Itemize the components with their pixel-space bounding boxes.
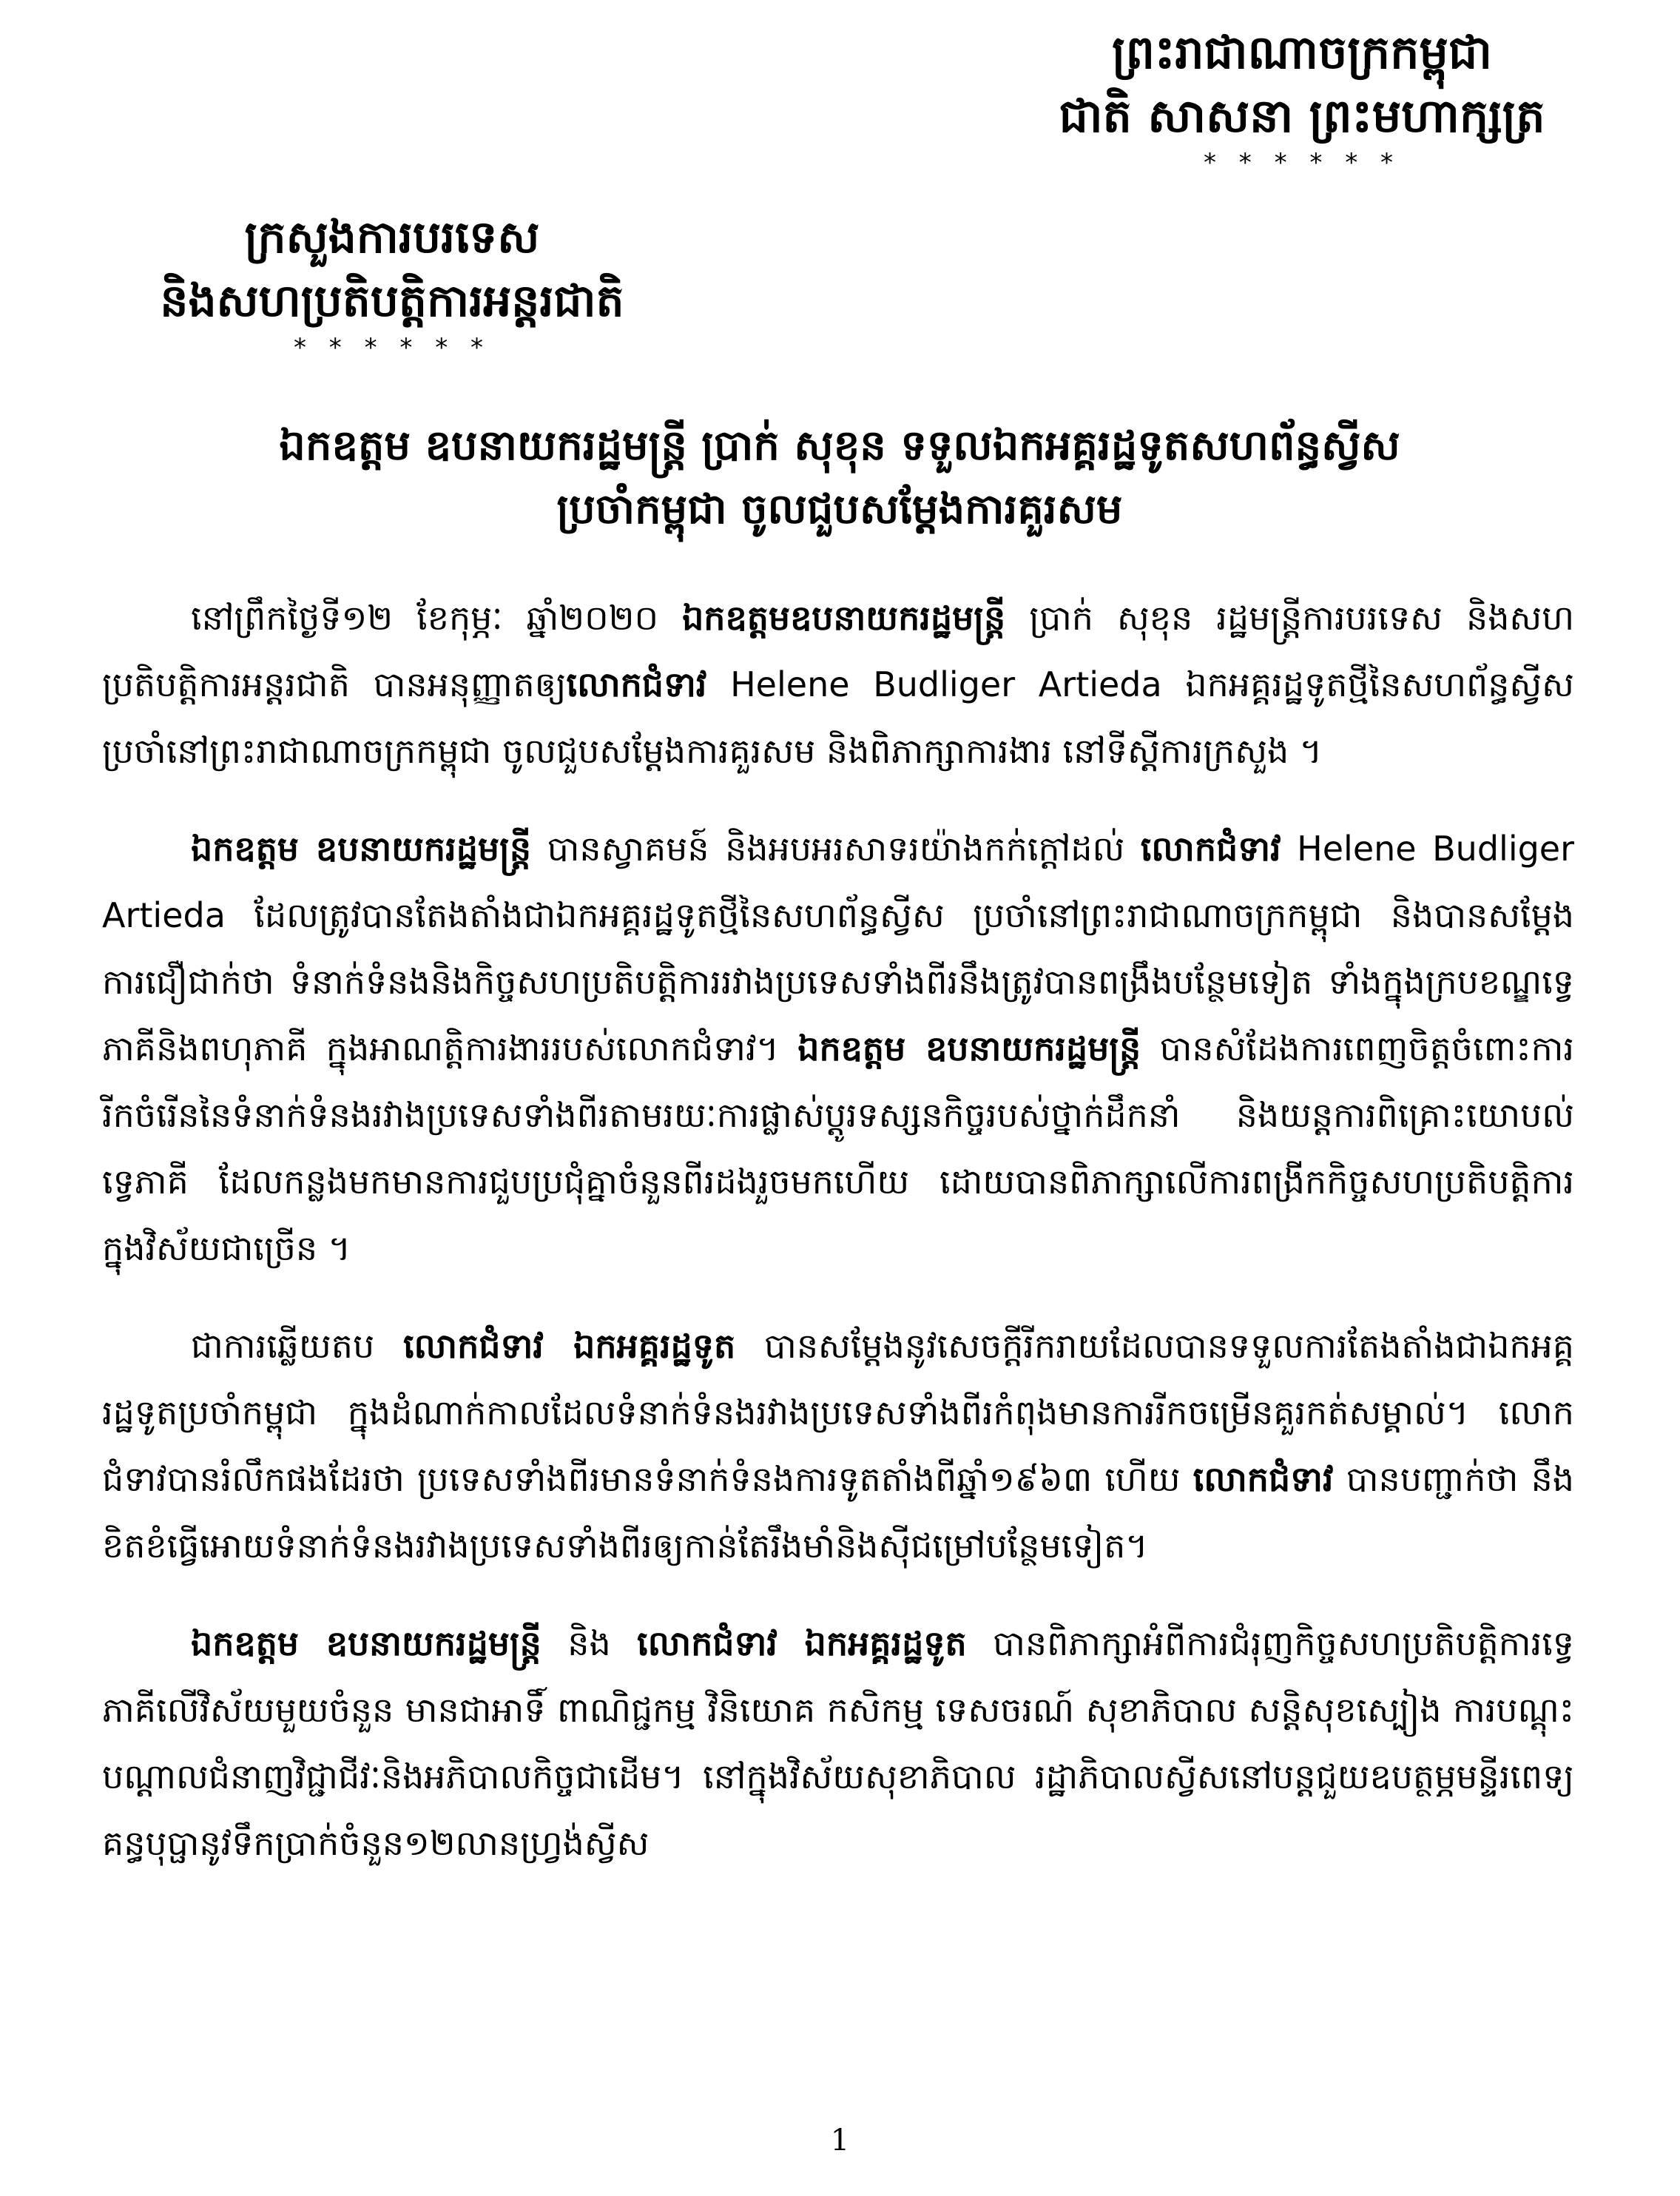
- text-run: បានសម្តែងនូវសេចក្តីរីករាយដែលបានទទួលការតែងតាំងជាឯកអគ្គរដ្ឋទូតប្រចាំកម្ពុជា ក្នុងដំណាក់កាលដែលទំនាក់ទំនងរវាងប្រទេសទាំងពីរកំពុងមានការរីកចម្រើនគួរកត់សម្គាល់។ លោកជំទាវបានរំលឹកផងដែរថា ប្រទេសទាំងពីរមានទំនាក់ទំនងការទូតតាំងពីឆ្នាំ១៩៦៣ ហើយ: [102, 1326, 1574, 1499]
- bold-run: លោកជំទាវ: [1192, 1459, 1334, 1499]
- text-run: បានសំដែងការពេញចិត្តចំពោះការរីកចំរើននៃទំនាក់ទំនងរវាងប្រទេសទាំងពីរតាមរយៈការផ្លាស់ប្តូរទស្សនកិច្ចរបស់ថ្នាក់ដឹកនាំ និងយន្តការពិគ្រោះយោបល់ទ្វេភាគី ដែលកន្លងមកមានការជួបប្រជុំគ្នាចំនួនពីរដងរួចមកហើយ ដោយបានពិភាក្សាលើការពង្រីកកិច្ចសហប្រតិបត្តិការក្នុងវិស័យជាច្រើន ។: [102, 1028, 1574, 1268]
- bold-run: ឯកឧត្តម ឧបនាយករដ្ឋមន្ត្រី: [797, 1028, 1141, 1068]
- text-run: Helene Budliger Artieda ឯកអគ្គរដ្ឋទូតថ្មីនៃសហព័ន្ធស្វីស ប្រចាំនៅព្រះរាជាណាចក្រកម្ពុជា ចូលជួបសម្តែងការគួរសម និងពិភាក្សាការងារ នៅទីស្តីការក្រសួង ។: [102, 664, 1574, 771]
- bold-run: ឯកឧត្តម ឧបនាយករដ្ឋមន្ត្រី: [191, 1623, 542, 1663]
- paragraph-2: [102, 815, 1574, 1281]
- ministry-stars: * * * * * *: [293, 333, 491, 363]
- text-run: Helene Budliger Artieda ដែលត្រូវបានតែងតាំងជាឯកអគ្គរដ្ឋទូតថ្មីនៃសហព័ន្ធស្វីស ប្រចាំនៅព្រះរាជាណាចក្រកម្ពុជា និងបានសម្តែងការជឿជាក់ថា ទំនាក់ទំនងនិងកិច្ចសហប្រតិបត្តិការរវាងប្រទេសទាំងពីរនឹងត្រូវបានពង្រឹងបន្ថែមទៀត ទាំងក្នុងក្របខណ្ឌទ្វេភាគីនិងពហុភាគី ក្នុងអាណត្តិការងាររបស់លោកជំទាវ។: [102, 829, 1575, 1068]
- paragraph-3: [102, 1313, 1574, 1579]
- bold-run: លោកជំទាវ ឯកអគ្គរដ្ឋទូត: [637, 1623, 967, 1663]
- document-title: [133, 414, 1546, 542]
- title-line-2: ប្រចាំកម្ពុជា ចូលជួបសម្តែងការគួរសម: [556, 485, 1123, 533]
- ministry-line-1: ក្រសួងការបរទេស: [244, 212, 540, 263]
- title-line-1: ឯកឧត្តម ឧបនាយករដ្ឋមន្ត្រី ប្រាក់ សុខុន ទទួលឯកអគ្គរដ្ឋទូតសហព័ន្ធស្វីស: [279, 422, 1400, 470]
- text-run: បានស្វាគមន៍ និងអបអរសាទរយ៉ាងកក់ក្តៅដល់: [531, 829, 1141, 869]
- page-number: 1: [830, 2123, 850, 2158]
- bold-run: លោកជំទាវ ឯកអគ្គរដ្ឋទូត: [403, 1326, 736, 1366]
- motto-line: ជាតិ សាសនា ព្រះមហាក្សត្រ: [1059, 89, 1545, 143]
- bold-run: លោកជំទាវ: [1140, 829, 1281, 869]
- ministry-line-2: និងសហប្រតិបត្តិការអន្តរជាតិ: [160, 275, 624, 327]
- bold-run: លោកជំទាវ: [566, 664, 707, 704]
- kingdom-line: ព្រះរាជាណាចក្រកម្ពុជា: [1112, 25, 1492, 79]
- kingdom-heading: [1021, 21, 1583, 178]
- text-run: ប្រាក់ សុខុន រដ្ឋមន្ត្រីការបរទេស និងសហប្រតិបត្តិការអន្តរជាតិ បានអនុញ្ញាតឲ្យ: [102, 598, 1574, 704]
- paragraph-4: [102, 1610, 1574, 1876]
- text-run: ជាការឆ្លើយតប: [191, 1326, 404, 1366]
- text-run: បានពិភាក្សាអំពីការជំរុញកិច្ចសហប្រតិបត្តិការទ្វេភាគីលើវិស័យមួយចំនួន មានជាអាទិ៍ ពាណិជ្ជកម្ម វិនិយោគ កសិកម្ម ទេសចរណ៍ សុខាភិបាល សន្តិសុខស្បៀង ការបណ្តុះបណ្តាលជំនាញវិជ្ជាជីវៈនិងអភិបាលកិច្ចជាដើម។ នៅក្នុងវិស័យសុខាភិបាល រដ្ឋាភិបាលស្វីសនៅបន្តជួយឧបត្ថម្ភមន្ទីរពេទ្យគន្ធបុប្ផានូវទឹកប្រាក់ចំនួន១២លានហ្វ្រង់ស្វីស: [102, 1623, 1574, 1863]
- bold-run: ឯកឧត្តមឧបនាយករដ្ឋមន្ត្រី: [682, 598, 1006, 638]
- text-run: បានបញ្ជាក់ថា នឹងខិតខំធ្វើអោយទំនាក់ទំនងរវាងប្រទេសទាំងពីរឲ្យកាន់តែរឹងមាំនិងស៊ីជម្រៅបន្ថែមទៀត។: [102, 1459, 1574, 1566]
- text-run: និង: [541, 1623, 638, 1663]
- text-run: នៅព្រឹកថ្ងៃទី១២ ខែកុម្ភៈ ឆ្នាំ២០២០: [191, 598, 683, 638]
- paragraph-1: [102, 585, 1574, 784]
- kingdom-stars: * * * * * *: [1203, 148, 1401, 178]
- ministry-heading: [104, 206, 681, 363]
- body-text: [102, 585, 1574, 1907]
- bold-run: ឯកឧត្តម ឧបនាយករដ្ឋមន្ត្រី: [191, 829, 532, 869]
